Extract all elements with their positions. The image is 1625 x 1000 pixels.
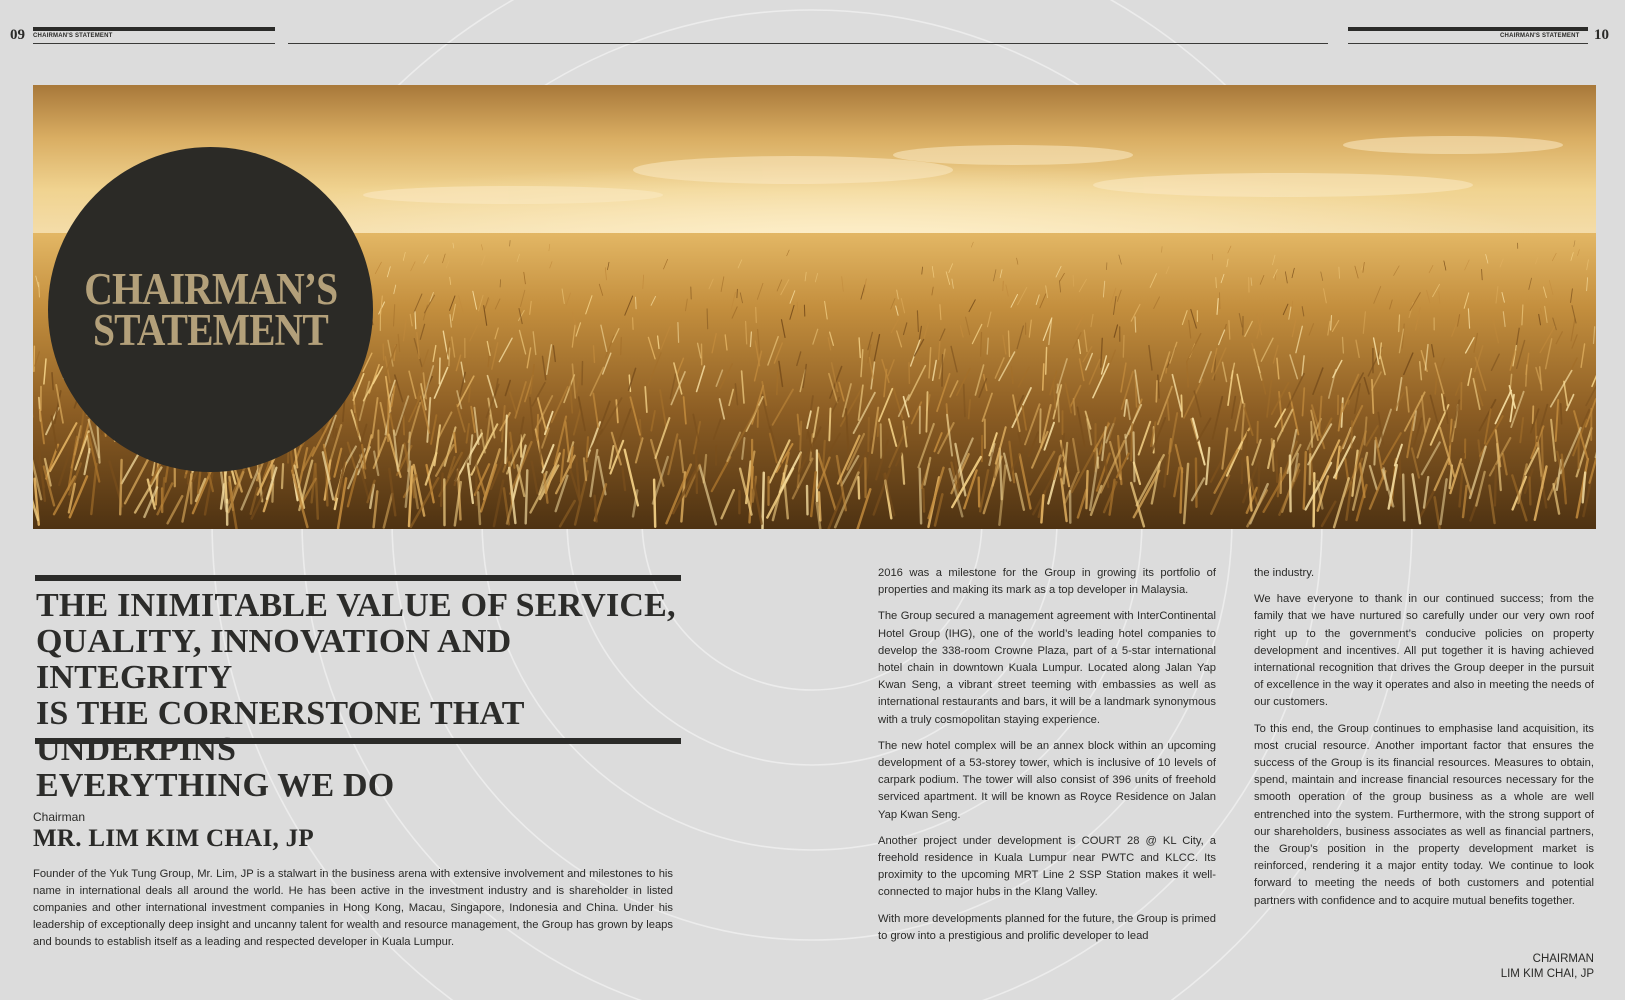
headline-line-3: IS THE CORNERSTONE THAT UNDERPINS [36,695,525,768]
header-bar-left [33,27,275,31]
wheat-stalk [926,392,927,432]
body-column-1 [878,565,1216,954]
wheat-stalk [1533,406,1534,423]
wheat-stalk [449,348,450,366]
wheat-stalk [979,478,980,507]
wheat-stalk [1400,454,1401,478]
wheat-stalk [1399,315,1400,332]
wheat-stalk [696,451,697,493]
signoff-name: LIM KIM CHAI, JP [1500,968,1594,980]
wheat-stalk [537,415,538,441]
section-label-left: CHAIRMAN'S STATEMENT [33,33,113,39]
wheat-stalk [763,473,764,529]
wheat-stalk [678,323,679,343]
wheat-stalk [920,469,921,524]
wheat-stalk [621,338,622,355]
headline [36,588,716,804]
wheat-stalk [1495,466,1496,506]
header-line-left [33,43,275,44]
signoff [1501,952,1594,982]
headline-rule-top [35,575,681,581]
wheat-stalk [1258,463,1259,500]
title-line-2: STATEMENT [93,304,328,355]
wheat-stalk [1086,471,1087,508]
wheat-stalk [1156,381,1157,402]
wheat-stalk [383,344,384,360]
wheat-stalk [942,355,943,386]
wheat-stalk [1040,409,1041,442]
wheat-stalk [120,460,121,514]
profile-bio: Founder of the Yuk Tung Group, Mr. Lim, JP is a stalwart in the business arena with extensive involvement and milestones to his name in international deals all around the world. He has been active in the investment industry and is shareholder in listed companies and other international investment companies in Hong Kong, Macau, Singapore, Indonesia and China. Under his leadership of exceptionally deep insight and uncanny talent for wealth and resource management, the Group has grown by leaps and bounds to establish itself as a leading and respected developer in Kuala Lumpur. [33,868,673,948]
paragraph: The Group secured a management agreement with InterContinental Hotel Group (IHG), one of the world’s leading hotel companies to develop the 338-room Crowne Plaza, part of a 5-star international hotel chain in downtown Kuala Lumpur. Located along Jalan Yap Kwan Seng, a vibrant street teeming with embassies as well as international restaurants and bars, it will be a landmark synonymous with a truly cosmopolitan staying experience. [878,610,1216,726]
wheat-stalk [636,297,637,308]
profile-role: Chairman [33,810,86,824]
wheat-stalk [640,420,641,440]
wheat-stalk [1403,475,1404,521]
wheat-stalk [868,418,869,451]
profile-name: MR. LIM KIM CHAI, JP [33,825,314,852]
wheat-stalk [526,470,528,523]
wheat-stalk [1276,438,1277,483]
signoff-title: CHAIRMAN [1532,953,1594,965]
wheat-stalk [1216,278,1217,288]
wheat-stalk [1542,428,1543,479]
header-center-line [288,43,1328,44]
wheat-stalk [1526,365,1527,386]
wheat-stalk [1351,421,1352,448]
wheat-stalk [1196,459,1197,507]
title-badge [48,147,373,472]
paragraph: With more developments planned for the future, the Group is primed to grow into a prestigious and prolific developer to lead [878,912,1216,942]
wheat-stalk [881,424,882,458]
wheat-stalk [654,480,655,527]
wheat-stalk [282,464,283,488]
paragraph: the industry. [1254,567,1315,579]
wheat-stalk [737,289,738,297]
wheat-stalk [1530,478,1531,505]
page-number-left: 09 [10,27,25,43]
wheat-stalk [829,408,830,440]
wheat-stalk [777,372,778,394]
wheat-stalk [1073,275,1074,286]
wheat-stalk [500,280,501,287]
wheat-stalk [1181,468,1183,512]
wheat-stalk [964,384,965,416]
header-bar-right [1348,27,1588,31]
headline-line-4: EVERYTHING WE DO [36,767,395,804]
wheat-stalk [1181,395,1182,417]
wheat-stalk [1310,454,1311,484]
wheat-stalk [34,346,35,371]
paragraph: 2016 was a milestone for the Group in growing its portfolio of properties and making its mark as a top developer in Malaysia. [878,567,1216,597]
wheat-stalk [807,486,808,514]
wheat-stalk [476,451,477,505]
wheat-stalk [1134,432,1135,481]
header-line-right [1348,43,1588,44]
paragraph: Another project under development is COURT 28 @ KL City, a freehold residence in Kuala Lumpur near PWTC and KLCC. Its proximity to the upcoming MRT Line 2 SSP Station makes it well-connected to major hubs in the Klang Valley. [878,834,1216,899]
wheat-stalk [1135,317,1136,332]
wheat-stalk [1043,364,1044,390]
wheat-stalk [1257,422,1258,443]
wheat-stalk [582,362,583,385]
wheat-stalk [1374,441,1375,465]
wheat-stalk [1290,456,1291,512]
wheat-stalk [540,425,541,462]
wheat-stalk [1242,459,1243,483]
paragraph: To this end, the Group continues to emphasise land acquisition, its most crucial resource. Another important factor that ensures the success of the Group is its financial resources. Measures to obtain, spend, maintain and increase financial resources necessary for the smooth operation of the group business as a whole are well entrenched into the system. Furthermore, with the strong support of our shareholders, business associates as well as financial partners, the Group’s position in the property development market is reinforced, rendering it a major entity today. We continue to look forward to meeting the needs of both customers and potential partners with confidence and to acquire mutual benefits together. [1254,722,1594,907]
section-label-right: CHAIRMAN'S STATEMENT [1500,33,1580,39]
wheat-stalk [1123,336,1124,358]
wheat-stalk [403,416,404,435]
wheat-stalk [981,333,982,357]
wheat-stalk [1131,424,1132,460]
wheat-stalk [1003,281,1004,291]
wheat-stalk [1314,473,1315,526]
wheat-stalk [415,312,416,329]
wheat-stalk [439,358,440,384]
wheat-stalk [1046,348,1047,375]
wheat-stalk [633,318,634,330]
paragraph: We have everyone to thank in our continued success; from the family that we have nurtured so carefully under our very own roof right up to the government’s conducive policies on property development and incentives. All put together it is having achieved international recognition that drives the Group deeper in the pursuit of excellence in the way it operates and also in meeting the needs of our customers. [1254,593,1594,709]
wheat-stalk [858,477,859,498]
hero-image-wheat-field [33,85,1596,529]
paragraph: The new hotel complex will be an annex block within an upcoming development of a 53-storey tower, which is inclusive of 10 levels of carpark podium. The tower will also consist of 396 units of freehold serviced apartment. It will be known as Royce Residence on Jalan Yap Kwan Seng. [878,739,1216,821]
wheat-stalk [756,307,757,322]
headline-line-1: THE INIMITABLE VALUE OF SERVICE, [36,587,676,624]
wheat-stalk [800,422,801,450]
wheat-stalk [923,489,924,512]
headline-line-2: QUALITY, INNOVATION AND INTEGRITY [36,623,512,696]
wheat-stalk [1343,337,1344,353]
page-number-right: 10 [1594,27,1609,43]
body-column-2 [1254,565,1594,919]
wheat-stalk [1561,404,1562,424]
wheat-stalk [1311,422,1312,447]
title-line-1: CHAIRMAN’S [84,263,337,314]
wheat-stalk [441,474,443,506]
wheat-stalk [707,309,708,329]
